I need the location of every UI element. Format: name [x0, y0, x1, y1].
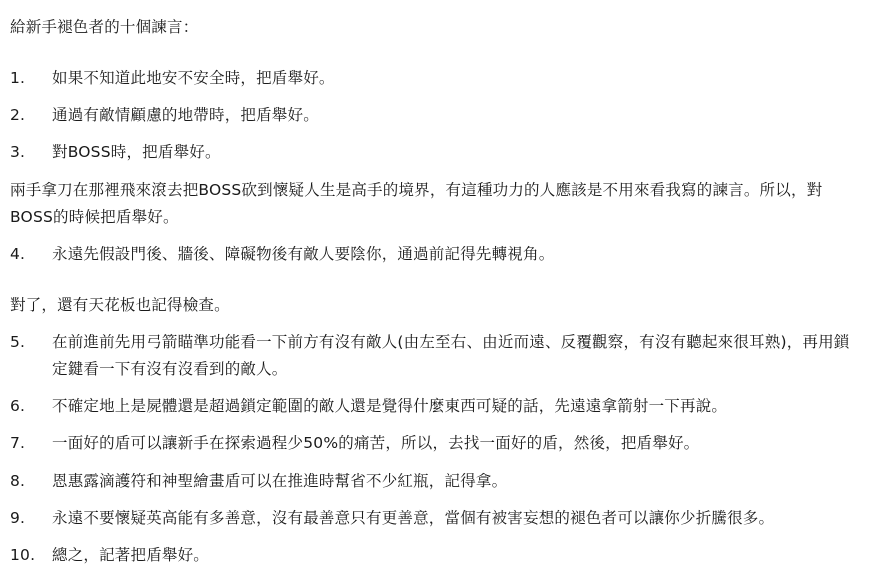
list-item	[10, 65, 861, 92]
list-item	[10, 329, 861, 383]
advice-list-four	[10, 241, 861, 268]
list-item	[10, 468, 861, 495]
list-item-text: 總之，記著把盾舉好。	[52, 545, 210, 564]
list-item-number: 10.	[10, 545, 36, 564]
list-item-number: 8.	[10, 471, 26, 490]
list-item	[10, 542, 861, 569]
list-item-text: 一面好的盾可以讓新手在探索過程少50%的痛苦，所以，去找一面好的盾，然後，把盾舉好。	[52, 434, 700, 453]
list-item-number: 9.	[10, 508, 26, 527]
list-item-number: 3.	[10, 143, 26, 162]
list-item-text: 如果不知道此地安不安全時，把盾舉好。	[52, 69, 335, 88]
list-item	[10, 139, 861, 166]
advice-list-rest	[10, 329, 861, 569]
list-item	[10, 393, 861, 420]
list-item-text: 不確定地上是屍體還是超過鎖定範圍的敵人還是覺得什麼東西可疑的話，先遠遠拿箭射一下再說。	[52, 397, 728, 416]
list-item	[10, 430, 861, 457]
list-item-number: 2.	[10, 106, 26, 125]
list-item-number: 4.	[10, 244, 26, 263]
list-item-number: 7.	[10, 434, 26, 453]
list-item-text: 在前進前先用弓箭瞄準功能看一下前方有沒有敵人(由左至右、由近而遠、反覆觀察，有沒有聽起來很耳熟)，再用鎖定鍵看一下有沒有沒看到的敵人。	[52, 333, 850, 379]
list-item-text: 恩惠露滴護符和神聖繪畫盾可以在推進時幫省不少紅瓶，記得拿。	[52, 471, 508, 490]
list-item-text: 對BOSS時，把盾舉好。	[52, 143, 221, 162]
intro-paragraph: 給新手褪色者的十個諫言：	[10, 18, 199, 36]
list-item-text: 永遠不要懷疑英高能有多善意，沒有最善意只有更善意，當個有被害妄想的褪色者可以讓你少折騰很多。	[52, 508, 775, 527]
list-item-number: 6.	[10, 397, 26, 416]
list-item-number: 5.	[10, 333, 26, 351]
list-item	[10, 102, 861, 129]
list-item-number: 1.	[10, 69, 26, 88]
note-after-item-three: 兩手拿刀在那裡飛來滾去把BOSS砍到懷疑人生是高手的境界，有這種功力的人應該是不用來看我寫的諫言。所以，對BOSS的時候把盾舉好。	[10, 180, 823, 226]
note-after-item-four: 對了，還有天花板也記得檢查。	[10, 295, 230, 314]
list-item-text: 通過有敵情顧慮的地帶時，把盾舉好。	[52, 106, 319, 125]
list-item	[10, 241, 861, 268]
advice-list-top	[10, 65, 861, 166]
list-item	[10, 505, 861, 532]
list-item-text: 永遠先假設門後、牆後、障礙物後有敵人要陰你，通過前記得先轉視角。	[52, 244, 555, 263]
paragraph-spacer	[10, 278, 861, 292]
